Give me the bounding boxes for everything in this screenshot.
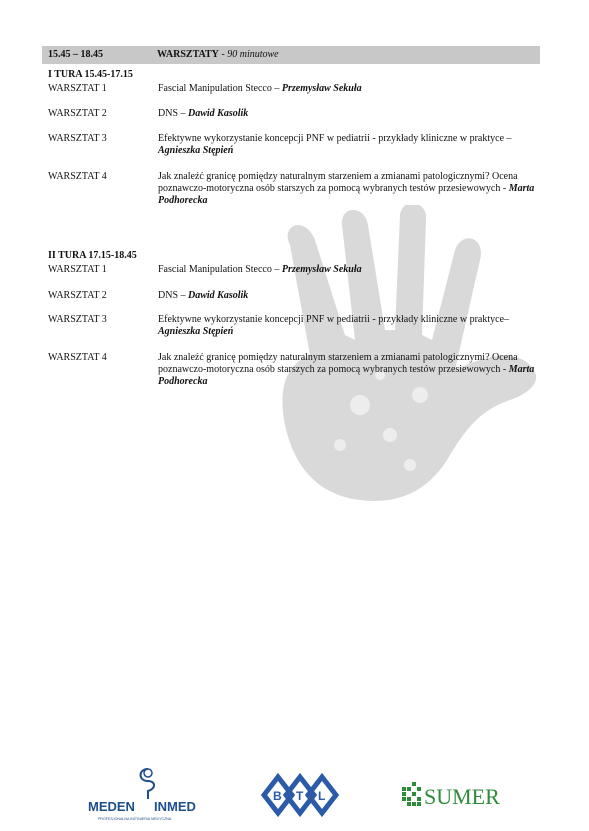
- btl-letter-l: L: [318, 789, 326, 803]
- workshop-label: WARSZTAT 3: [48, 314, 107, 325]
- workshop-description: Jak znaleźć granicę pomiędzy naturalnym starzeniem a zmianami patologicznymi? Ocena poznawczo-motoryczna osób starszych za pomocą wybranych testów przesiewowych - Marta Podhorecka: [158, 171, 535, 206]
- sumer-logo: [400, 779, 510, 809]
- sumer-name: SUMER: [424, 784, 500, 809]
- header-time: 15.45 – 18.45: [48, 49, 103, 60]
- workshop-label: WARSZTAT 4: [48, 352, 107, 363]
- workshop-label: WARSZTAT 2: [48, 108, 107, 119]
- workshop-label: WARSZTAT 1: [48, 83, 107, 94]
- meden-name-right: INMED: [154, 799, 196, 814]
- workshop-label: WARSZTAT 1: [48, 264, 107, 275]
- round-2-title: II TURA 17.15-18.45: [48, 250, 137, 261]
- workshop-label: WARSZTAT 3: [48, 133, 107, 144]
- btl-logo: [246, 770, 354, 820]
- sponsor-logos: [0, 765, 589, 825]
- btl-letter-t: T: [296, 789, 304, 803]
- meden-name-left: MEDEN: [88, 799, 135, 814]
- workshop-description: DNS – Dawid Kasolik: [158, 108, 249, 119]
- workshop-description: Efektywne wykorzystanie koncepcji PNF w pediatrii - przykłady kliniczne w praktyce – Agnieszka Stępień: [158, 133, 512, 156]
- header-title: WARSZTATY - 90 minutowe: [157, 49, 279, 60]
- workshop-description: Fascial Manipulation Stecco – Przemysław Sekuła: [158, 83, 362, 94]
- meden-inmed-logo: [86, 765, 216, 823]
- workshop-description: Fascial Manipulation Stecco – Przemysław Sekuła: [158, 264, 362, 275]
- meden-tagline: PROFESJONALNA INŻYNIERIA MEDYCZNA: [98, 817, 172, 821]
- btl-letter-b: B: [273, 789, 282, 803]
- workshop-description: Jak znaleźć granicę pomiędzy naturalnym starzeniem a zmianami patologicznymi? Ocena poznawczo-motoryczna osób starszych za pomocą wybranych testów przesiewowych - Marta Podhorecka: [158, 352, 535, 387]
- workshop-label: WARSZTAT 2: [48, 290, 107, 301]
- round-1-title: I TURA 15.45-17.15: [48, 69, 133, 80]
- workshop-label: WARSZTAT 4: [48, 171, 107, 182]
- schedule-header-bar: [42, 46, 540, 64]
- workshop-description: Efektywne wykorzystanie koncepcji PNF w pediatrii - przykłady kliniczne w praktyce– Agnieszka Stępień: [158, 314, 510, 337]
- workshop-description: DNS – Dawid Kasolik: [158, 290, 249, 301]
